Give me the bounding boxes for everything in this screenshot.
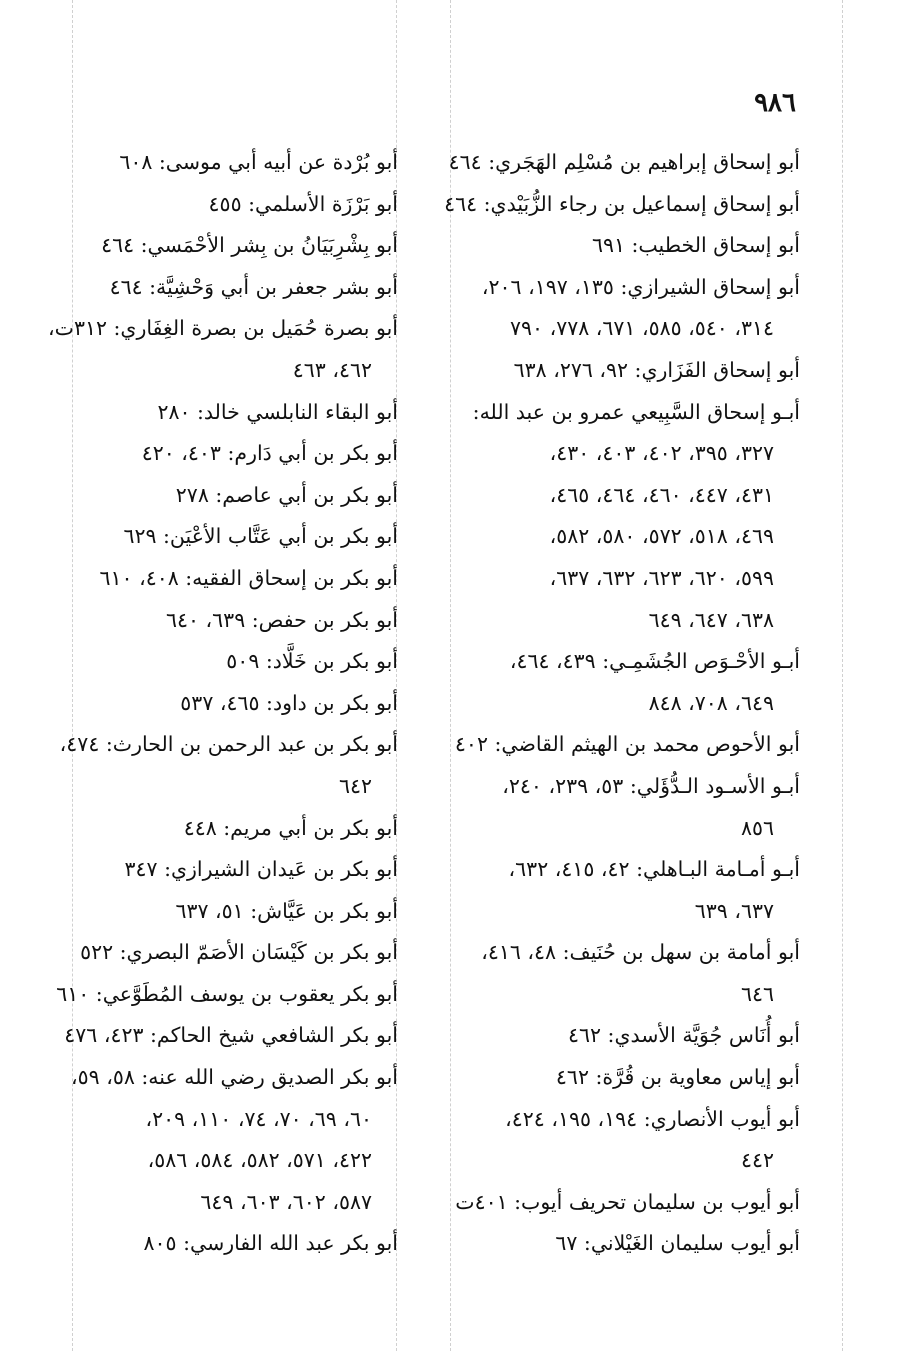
index-entry-heading: أبـو إسحاق السَّبِيعي عمرو بن عبد الله: xyxy=(472,399,800,424)
index-entry xyxy=(28,142,398,184)
index-entry-heading: أبو أُنَاس جُوَيَّة الأسدي: ٤٦٢ xyxy=(567,1023,800,1048)
index-entry-heading: أبو أمامة بن سهل بن حُنَيف: ٤٨، ٤١٦، xyxy=(481,940,800,965)
index-entry-heading: أبو بكر بن عَيَّاش: ٥١، ٦٣٧ xyxy=(175,898,398,923)
index-entry xyxy=(448,766,800,849)
index-entry-heading: أبو بشر جعفر بن أبي وَحْشِيَّة: ٤٦٤ xyxy=(109,274,398,299)
index-entry xyxy=(448,1099,800,1182)
index-entry-heading: أبو بكر يعقوب بن يوسف المُطَوَّعي: ٦١٠ xyxy=(56,981,398,1006)
index-entry xyxy=(448,849,800,932)
index-entry-continuation: ٣٢٧، ٣٩٥، ٤٠٢، ٤٠٣، ٤٣٠، xyxy=(549,441,774,466)
index-entry-heading: أبو بكر عبد الله الفارسي: ٨٠٥ xyxy=(143,1231,398,1256)
index-entry-continuation: ٤٣١، ٤٤٧، ٤٦٠، ٤٦٤، ٤٦٥، xyxy=(549,482,774,507)
index-entry xyxy=(28,225,398,267)
index-column-right xyxy=(444,142,800,1265)
scan-guide-line xyxy=(842,0,843,1351)
index-entry xyxy=(28,600,398,642)
index-entry xyxy=(448,392,800,642)
index-entry xyxy=(448,641,800,724)
index-entry xyxy=(28,891,398,933)
index-entry-heading: أبو البقاء النابلسي خالد: ٢٨٠ xyxy=(157,399,398,424)
index-entry xyxy=(448,1015,800,1057)
index-entry-heading: أبو بكر بن أبي مريم: ٤٤٨ xyxy=(183,815,398,840)
index-entry xyxy=(28,267,398,309)
index-entry xyxy=(28,558,398,600)
index-entry-heading: أبو بكر بن حفص: ٦٣٩، ٦٤٠ xyxy=(165,607,398,632)
index-entry-continuation: ٨٥٦ xyxy=(740,815,774,840)
index-entry-heading: أبو بكر بن أبي عَتَّاب الأعْيَن: ٦٢٩ xyxy=(123,524,398,549)
index-entry-heading: أبو أيوب سليمان الغَيْلاني: ٦٧ xyxy=(555,1231,800,1256)
index-entry-heading: أبو أيوب بن سليمان تحريف أيوب: ٤٠١ت xyxy=(455,1189,800,1214)
index-entry-continuation: ٤٢٢، ٥٧١، ٥٨٢، ٥٨٤، ٥٨٦، xyxy=(147,1148,372,1173)
index-entry xyxy=(28,974,398,1016)
index-entry-continuation: ٤٦٢، ٤٦٣ xyxy=(292,357,372,382)
index-entry xyxy=(444,184,800,226)
index-entry-continuation: ٦٣٧، ٦٣٩ xyxy=(694,898,774,923)
index-entry xyxy=(28,516,398,558)
index-entry-continuation: ٥٩٩، ٦٢٠، ٦٢٣، ٦٣٢، ٦٣٧، xyxy=(549,565,774,590)
index-entry-heading: أبـو أمـامة البـاهلي: ٤٢، ٤١٥، ٦٣٢، xyxy=(508,857,800,882)
index-entry xyxy=(28,308,398,391)
index-entry-continuation: ٦٤٦ xyxy=(740,981,774,1006)
index-entry-heading: أبو إسحاق الخطيب: ٦٩١ xyxy=(591,233,800,258)
index-entry-continuation: ٦٠، ٦٩، ٧٠، ٧٤، ١١٠، ٢٠٩، xyxy=(145,1106,372,1131)
index-entry-heading: أبو بكر بن داود: ٤٦٥، ٥٣٧ xyxy=(180,690,398,715)
index-entry-heading: أبو بَرْزَة الأسلمي: ٤٥٥ xyxy=(208,191,398,216)
index-entry xyxy=(28,849,398,891)
index-entry-heading: أبـو الأسـود الـدُّؤَلي: ٥٣، ٢٣٩، ٢٤٠، xyxy=(502,773,800,798)
index-entry xyxy=(448,225,800,267)
index-entry xyxy=(28,683,398,725)
index-entry-heading: أبو أيوب الأنصاري: ١٩٤، ١٩٥، ٤٢٤، xyxy=(505,1106,800,1131)
index-entry xyxy=(28,1223,398,1265)
index-entry-heading: أبو إسحاق الشيرازي: ١٣٥، ١٩٧، ٢٠٦، xyxy=(481,274,800,299)
index-entry-heading: أبو بكر بن أبي عاصم: ٢٧٨ xyxy=(175,482,398,507)
page-number: ٩٨٦ xyxy=(754,88,796,118)
index-entry xyxy=(448,267,800,350)
index-entry xyxy=(28,1057,398,1223)
index-entry xyxy=(28,932,398,974)
index-entry xyxy=(448,932,800,1015)
index-entry-heading: أبو بكر بن خَلَّاد: ٥٠٩ xyxy=(226,649,398,674)
index-entry xyxy=(448,724,800,766)
index-entry xyxy=(28,1015,398,1057)
index-entry-heading: أبو بكر بن عَيدان الشيرازي: ٣٤٧ xyxy=(124,857,398,882)
index-entry xyxy=(448,142,800,184)
index-entry-continuation: ٤٦٩، ٥١٨، ٥٧٢، ٥٨٠، ٥٨٢، xyxy=(549,524,774,549)
index-entry-heading: أبو إياس معاوية بن قُرَّة: ٤٦٢ xyxy=(555,1065,800,1090)
index-entry xyxy=(448,350,800,392)
index-entry-heading: أبو بصرة حُمَيل بن بصرة الغِفَاري: ٣١٢ت، xyxy=(48,316,398,341)
index-entry xyxy=(28,184,398,226)
index-entry xyxy=(448,1057,800,1099)
index-entry-continuation: ٦٤٩، ٧٠٨، ٨٤٨ xyxy=(648,690,774,715)
index-entry xyxy=(28,392,398,434)
index-entry-heading: أبو بكر بن أبي دَارم: ٤٠٣، ٤٢٠ xyxy=(141,441,398,466)
index-entry-heading: أبو إسحاق إسماعيل بن رجاء الزُّبَيْدي: ٤٦٤ xyxy=(444,191,800,216)
index-entry-heading: أبو بُرْدة عن أبيه أبي موسى: ٦٠٨ xyxy=(119,150,398,174)
index-column-left xyxy=(28,142,398,1265)
index-entry xyxy=(448,1223,800,1265)
index-entry-continuation: ٦٤٢ xyxy=(338,773,372,798)
index-entry-continuation: ٣١٤، ٥٤٠، ٥٨٥، ٦٧١، ٧٧٨، ٧٩٠ xyxy=(510,316,774,341)
index-entry xyxy=(28,475,398,517)
index-entry xyxy=(448,1182,800,1224)
index-entry-continuation: ٤٤٢ xyxy=(740,1148,774,1173)
index-entry xyxy=(28,724,398,807)
index-entry xyxy=(28,808,398,850)
index-entry-heading: أبو بِشْرِبَيَانُ بن بِشر الأحْمَسي: ٤٦٤ xyxy=(101,233,398,258)
index-entry-heading: أبو بكر بن كَيْسَان الأصَمّ البصري: ٥٢٢ xyxy=(80,940,398,965)
index-entry-heading: أبو إسحاق الفَزَاري: ٩٢، ٢٧٦، ٦٣٨ xyxy=(513,357,800,382)
index-entry xyxy=(28,433,398,475)
index-entry-heading: أبو بكر بن إسحاق الفقيه: ٤٠٨، ٦١٠ xyxy=(99,565,398,590)
index-entry xyxy=(28,641,398,683)
index-entry-heading: أبو بكر بن عبد الرحمن بن الحارث: ٤٧٤، xyxy=(59,732,398,757)
index-entry-heading: أبـو الأحْـوَص الجُشَمِـي: ٤٣٩، ٤٦٤، xyxy=(509,649,800,674)
index-entry-continuation: ٦٣٨، ٦٤٧، ٦٤٩ xyxy=(648,607,774,632)
index-entry-heading: أبو بكر الصديق رضي الله عنه: ٥٨، ٥٩، xyxy=(71,1065,398,1090)
index-entry-heading: أبو الأحوص محمد بن الهيثم القاضي: ٤٠٢ xyxy=(454,732,800,757)
index-entry-continuation: ٥٨٧، ٦٠٢، ٦٠٣، ٦٤٩ xyxy=(200,1189,372,1214)
index-entry-heading: أبو بكر الشافعي شيخ الحاكم: ٤٢٣، ٤٧٦ xyxy=(64,1023,398,1048)
index-entry-heading: أبو إسحاق إبراهيم بن مُسْلِم الهَجَري: ٤٦٤ xyxy=(448,150,800,174)
